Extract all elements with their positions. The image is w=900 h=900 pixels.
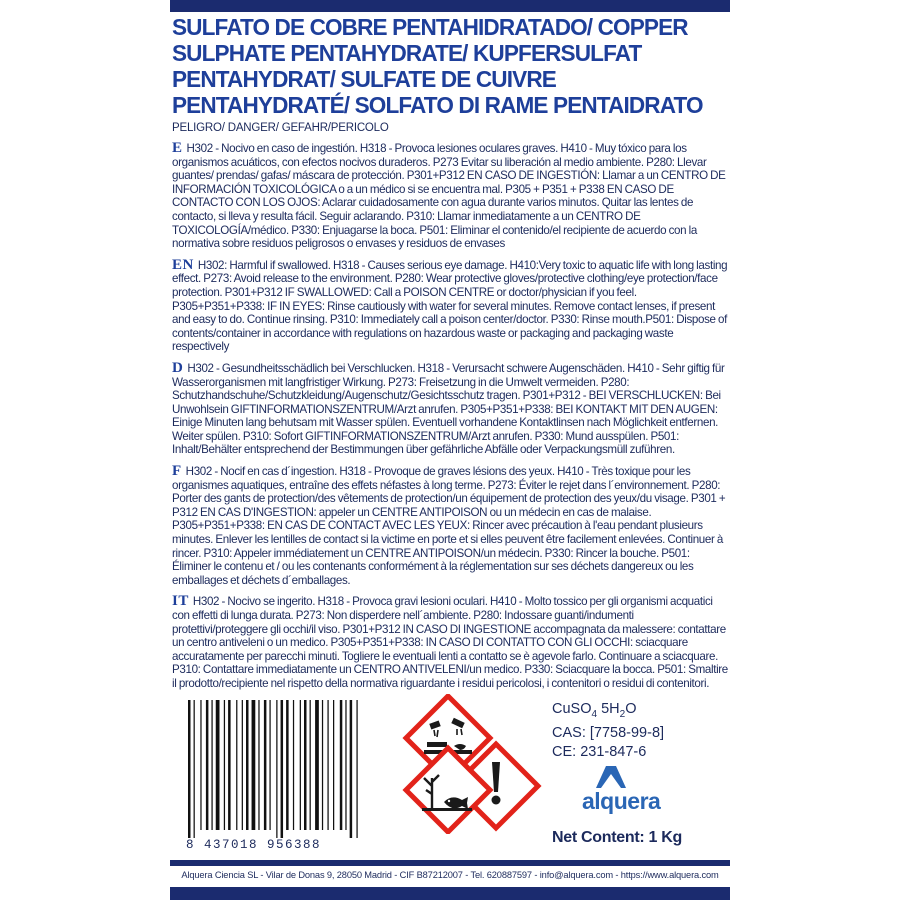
barcode-bar <box>252 700 256 830</box>
logo-text: alquera <box>582 788 661 814</box>
barcode-bar <box>286 700 289 830</box>
section-text-fr: H302 - Nocif en cas d´ingestion. H318 - Provoque de graves lésions des yeux. H410 - Très toxique pour les organismes aquatiques, entraîne des effets néfastes à long terme. P273: Éviter le rejet dans l´environnement. P280: Porter des gants de protection/des vêtements de protection/un équipement de protection des yeux/du visage. P301 + P312 EN CAS D'INGESTION: appeler un CENTRE ANTIPOISON ou un médecin en cas de malaise. P305+P351+P338: EN CAS DE CONTACT AVEC LES YEUX: Rincer avec précaution à l'eau pendant plusieurs minutes. Enlever les lentilles de contact si la victime en porte et si elles peuvent être facilement enlevées. Continuer à rincer. P310: Appeler immédiatement un CENTRE ANTIPOISON/un médecin. P330: Rincer la bouche. P501: Éliminer le contenu et / ou les contenants conformément à la réglementation sur ses déchets dangereux ou les emballages et déchets d´emballages. <box>172 465 726 587</box>
formula-part: 5H <box>597 701 620 717</box>
formula-part: CuSO <box>552 701 592 717</box>
barcode-bar <box>350 700 353 838</box>
barcode-bar <box>216 700 220 830</box>
lang-code-de: D <box>172 359 184 376</box>
section-text-en: H302: Harmful if swallowed. H318 - Causes serious eye damage. H410:Very toxic to aquatic life with long lasting effect. P273: Avoid release to the environment. P280: Wear protective gloves/protective clothing/eye protection/face protection. P301+P312 IF SWALLOWED: Call a POISON CENTRE or doctor/physician if you feel. P305+P351+P338: IF IN EYES: Rinse cautiously with water for several minutes. Remove contact lenses, if present and easy to do. Continue rinsing. P310: Immediately call a poison center/doctor. P330: Rinse mouth.P501: Dispose of contents/container in accordance with regulations on hazardous waste or packaging and packaging waste respectively <box>172 258 728 354</box>
barcode-bar <box>356 700 357 838</box>
lang-code-en: EN <box>172 256 194 273</box>
ce-number: CE: 231-847-6 <box>552 743 647 760</box>
barcode-bar <box>315 700 319 830</box>
barcode <box>186 700 376 860</box>
section-it <box>172 595 730 690</box>
cas-number: CAS: [7758-99-8] <box>552 724 665 741</box>
chemical-formula <box>552 700 722 724</box>
barcode-bar <box>327 700 328 830</box>
barcode-bar <box>264 700 267 830</box>
barcode-bar <box>246 700 249 830</box>
formula-part: O <box>625 701 637 717</box>
barcode-bar <box>322 700 323 830</box>
ghs-pictograms <box>402 694 542 834</box>
formula-subscript: 2 <box>619 708 626 720</box>
net-content: Net Content: 1 Kg <box>552 829 683 846</box>
section-es <box>172 142 730 251</box>
barcode-bar <box>345 700 346 830</box>
barcode-bar <box>228 700 231 830</box>
chemical-info <box>552 700 722 762</box>
barcode-bar <box>310 700 311 830</box>
product-title: SULFATO DE COBRE PENTAHIDRATADO/ COPPER SULPHATE PENTAHYDRATE/ KUPFERSULFAT PENTAHYDRAT/ SULFATE DE CUIVRE PENTAHYDRATÉ/ SOLFATO DI RAME PENTAIDRATO <box>172 14 703 118</box>
barcode-digits: 8 437018 956388 <box>186 838 322 852</box>
barcode-bar <box>194 700 195 838</box>
formula-subscript: 4 <box>591 708 598 720</box>
section-fr <box>172 465 730 587</box>
barcode-bar <box>340 700 343 830</box>
barcode-bar <box>236 700 237 830</box>
barcode-bar <box>188 700 191 838</box>
barcode-bar <box>224 700 225 830</box>
section-text-es: H302 - Nocivo en caso de ingestión. H318 - Provoca lesiones oculares graves. H410 - Muy tóxico para los organismos acuáticos, con efectos nocivos duraderos. P273 Evitar su liberación al medio ambiente. P280: Llevar guantes/ prendas/ gafas/ máscara de protección. P301+P312 EN CASO DE INGESTIÓN: Llamar a un CENTRO DE INFORMACIÓN TOXICOLÓGICA o a un médico si se encuentra mal. P305 + P351 + P338 EN CASO DE CONTACTO CON LOS OJOS: Aclarar cuidadosamente con agua durante varios minutos. Quitar las lentes de contacto, si lleva y resulta fácil. Seguir aclarando. P310: Llamar inmediatamente a un CENTRO DE TOXICOLOGÍA/médico. P330: Enjuagarse la boca. P501: Eliminar el contenido/el recipiente de acuerdo con la normativa sobre residuos peligrosos o envases y residuos de envases <box>172 142 726 251</box>
barcode-bar <box>258 700 259 830</box>
lang-code-fr: F <box>172 463 182 480</box>
footer-contact: Alquera Ciencia SL - Vilar de Donas 9, 28050 Madrid - CIF B87212007 - Tel. 620887597 - info@alquera.com - https://www.alquera.com <box>181 870 719 880</box>
barcode-bar <box>211 700 212 830</box>
barcode-bar <box>269 700 270 830</box>
barcode-bar <box>276 700 277 838</box>
top-color-bar <box>170 0 730 12</box>
barcode-bar <box>333 700 334 830</box>
section-text-it: H302 - Nocivo se ingerito. H318 - Provoca gravi lesioni oculari. H410 - Molto tossico per gli organismi acquatici con effetti di lunga durata. P273: Non disperdere nell´ambiente. P280: Indossare guanti/indumenti protettivi/proteggere gli occhi/il viso. P301+P312 IN CASO DI INGESTIONE accompagnata da malessere: contattare un centro antiveleni o un medico. P305+P351+P338: IN CASO DI CONTATTO CON GLI OCCHI: sciacquare accuratamente per parecchi minuti. Togliere le eventuali lenti a contatto se è agevole farlo. Continuare a sciacquare. P310: Contattare immediatamente un CENTRO ANTIVELENI/un medico. P330: Sciacquare la bocca. P501: Smaltire il prodotto/recipiente nel rispetto della normativa riguardante i residui pericolosi, i contenitori o residui di contenitori. <box>172 595 728 690</box>
section-en <box>172 256 730 354</box>
bottom-color-bar-2 <box>170 887 730 900</box>
lang-code-it: IT <box>172 593 189 610</box>
label-content <box>172 14 730 691</box>
lang-code-es: E <box>172 140 183 156</box>
barcode-bar <box>300 700 301 830</box>
barcode-bars <box>186 700 376 838</box>
barcode-bar <box>293 700 294 830</box>
bottom-color-bar <box>170 860 730 866</box>
barcode-bar <box>206 700 209 830</box>
signal-word: PELIGRO/ DANGER/ GEFAHR/PERICOLO <box>172 122 389 134</box>
section-de <box>172 359 730 457</box>
barcode-bar <box>200 700 201 830</box>
barcode-bar <box>281 700 284 838</box>
barcode-bar <box>304 700 307 830</box>
barcode-bar <box>242 700 243 830</box>
section-text-de: H302 - Gesundheitsschädlich bei Verschlucken. H318 - Verursacht schwere Augenschäden. H410 - Sehr giftig für Wasserorganismen mit langfristiger Wirkung. P273: Freisetzung in die Umwelt vermeiden. P280: Schutzhandschuhe/Schutzkleidung/Augenschutz/Gesichtsschutz tragen. P301+P312 - BEI VERSCHLUCKEN: Bei Unwohlsein GIFTINFORMATIONSZENTRUM/Arzt anrufen. P305+P351+P338: BEI KONTAKT MIT DEN AUGEN: Einige Minuten lang behutsam mit Wasser spülen. Eventuell vorhandene Kontaktlinsen nach Möglichkeit entfernen. Weiter spülen. P310: Sofort GIFTINFORMATIONSZENTRUM/Arzt anrufen. P330: Mund ausspülen. P501: Inhalt/Behälter entsprechend der Bestimmungen über gefährliche Abfälle oder Verpackungsmüll zuführen. <box>172 361 725 457</box>
